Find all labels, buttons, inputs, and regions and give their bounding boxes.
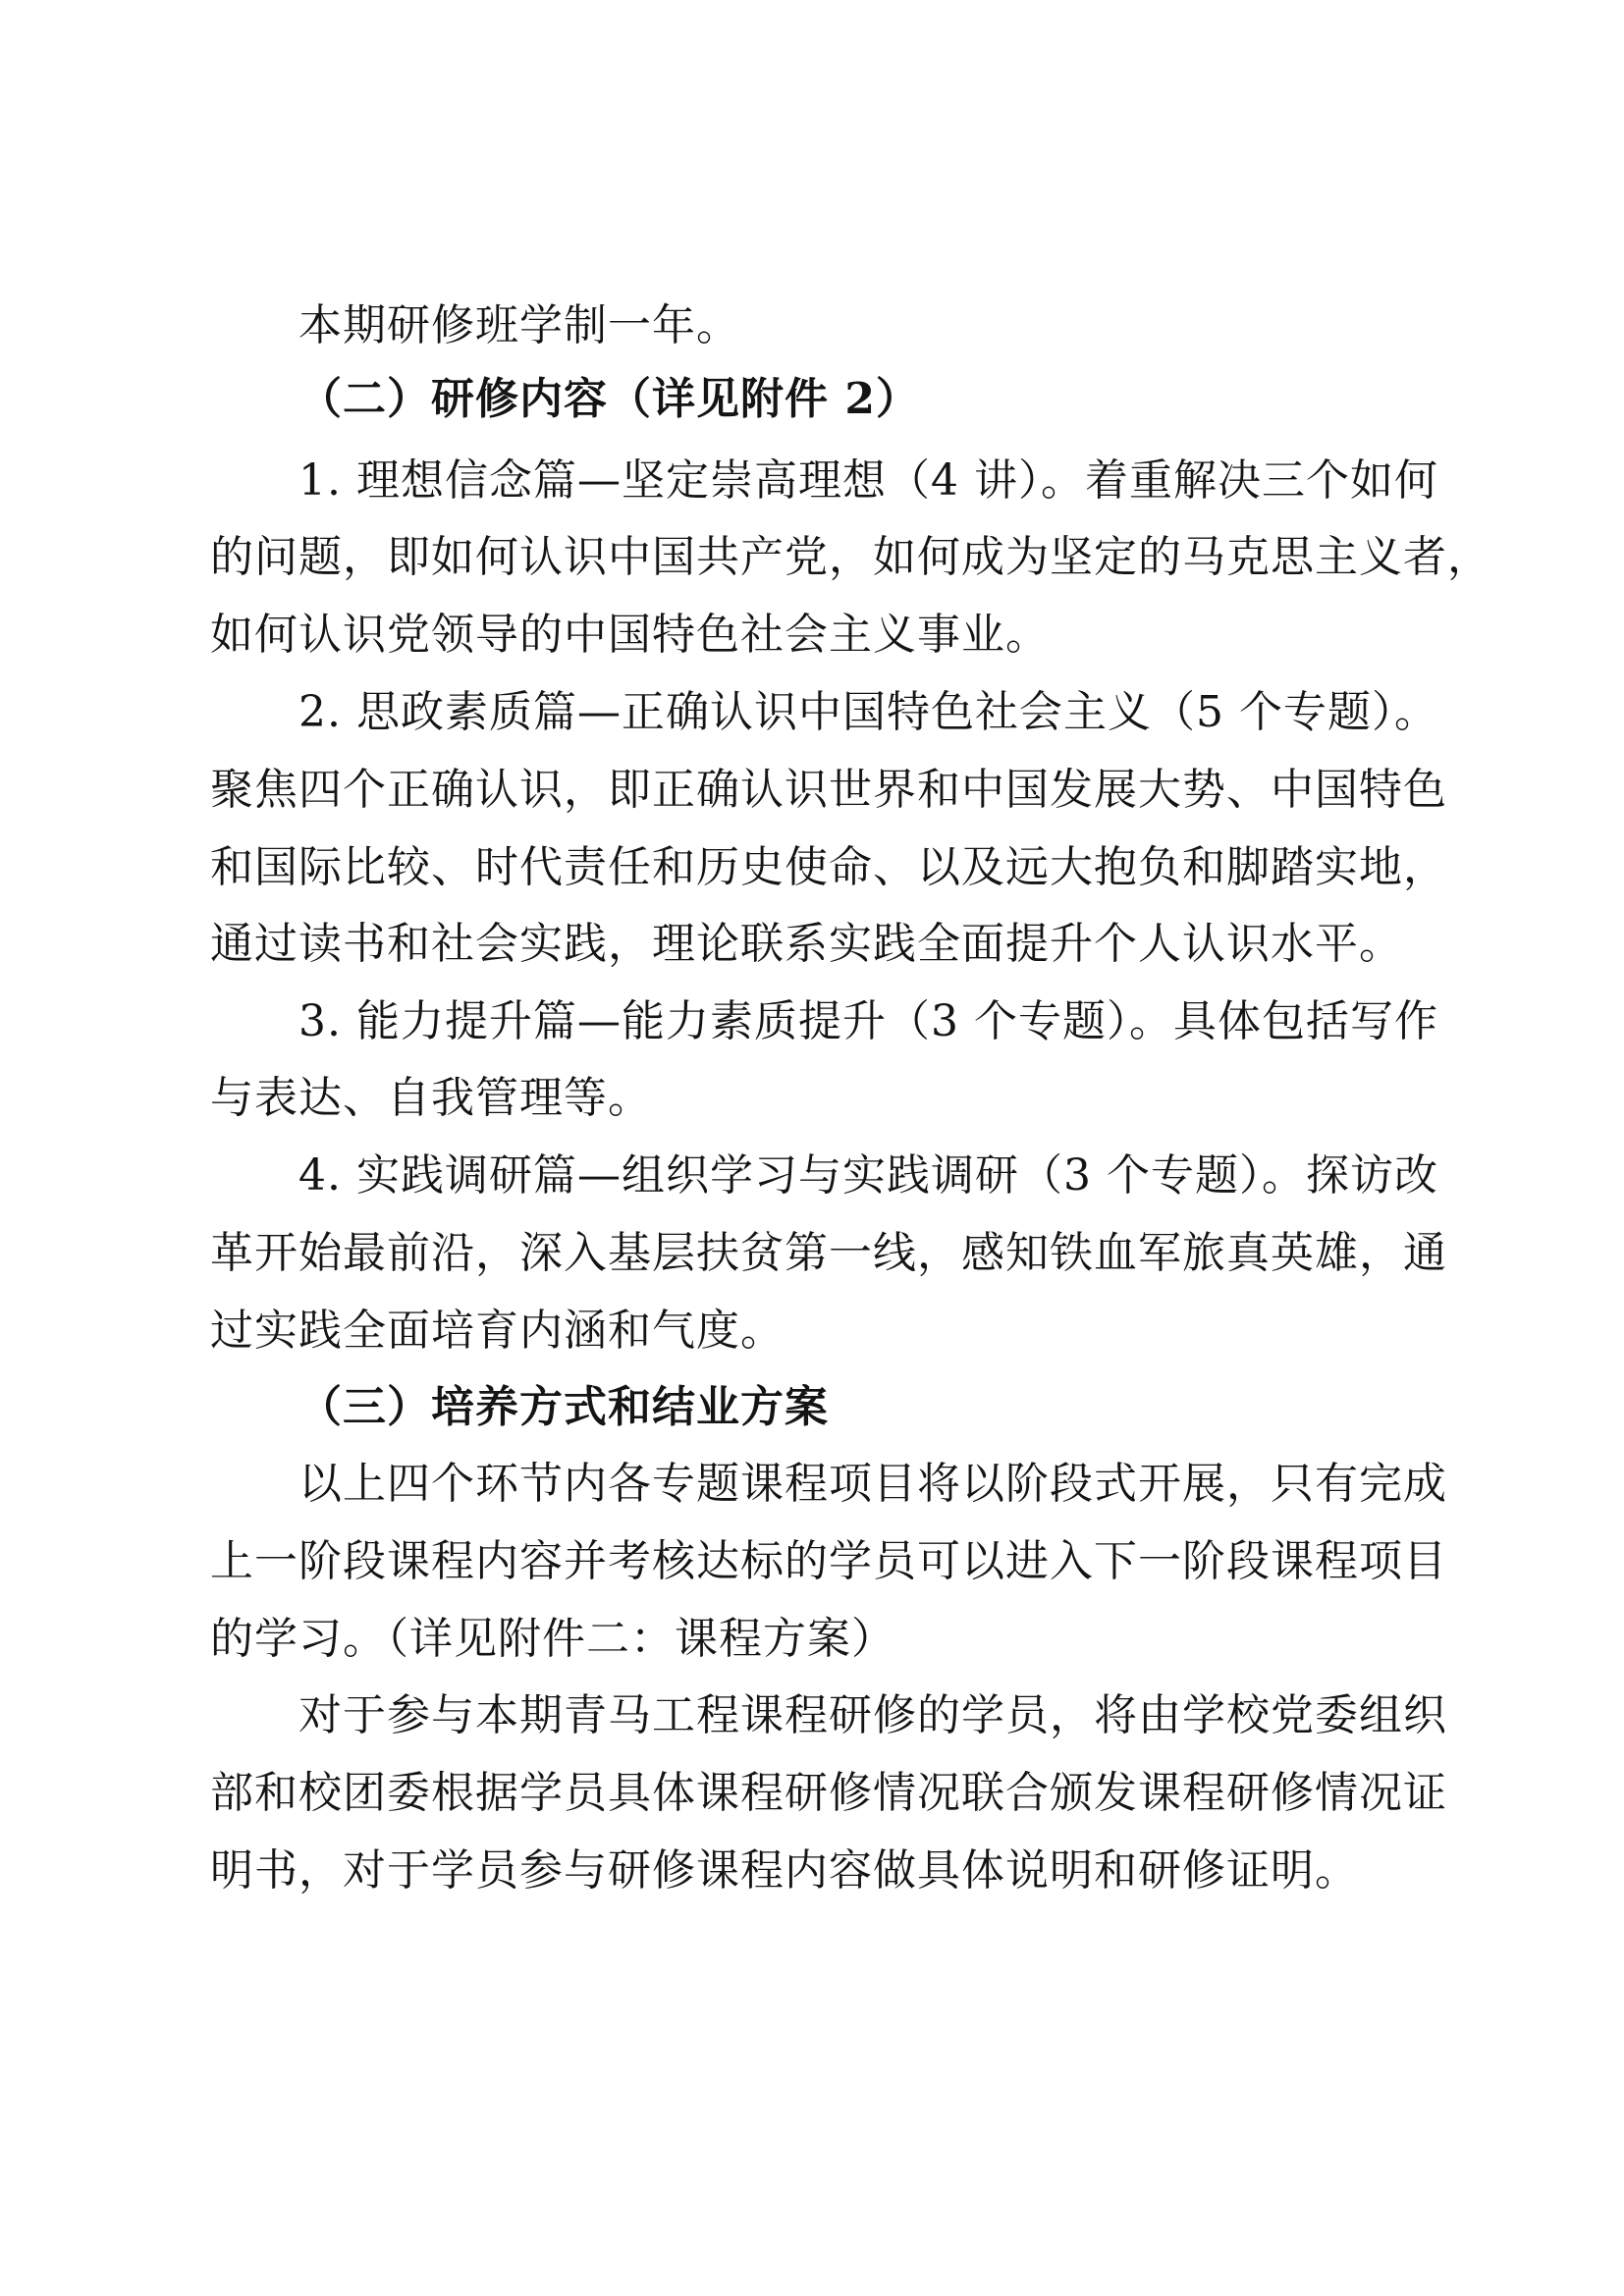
paragraph-line: 部和校团委根据学员具体课程研修情况联合颁发课程研修情况证	[210, 1768, 1447, 1818]
section-heading: （二）研修内容（详见附件 2）	[298, 374, 920, 424]
paragraph-line: 和国际比较、时代责任和历史使命、以及远大抱负和脚踏实地，	[210, 842, 1447, 892]
paragraph-line: 上一阶段课程内容并考核达标的学员可以进入下一阶段课程项目	[210, 1536, 1447, 1586]
paragraph-line: 以上四个环节内各专题课程项目将以阶段式开展，只有完成	[298, 1459, 1447, 1509]
paragraph-line: 聚焦四个正确认识，即正确认识世界和中国发展大势、中国特色	[210, 765, 1447, 815]
paragraph-line: 2. 思政素质篇—正确认识中国特色社会主义（5 个专题）。	[298, 687, 1438, 737]
paragraph-line: 过实践全面培育内涵和气度。	[210, 1306, 785, 1356]
section-heading: （三）培养方式和结业方案	[298, 1382, 829, 1432]
paragraph-line: 与表达、自我管理等。	[210, 1073, 652, 1123]
paragraph-line: 4. 实践调研篇—组织学习与实践调研（3 个专题）。探访改	[298, 1150, 1438, 1201]
paragraph-line: 革开始最前沿，深入基层扶贫第一线，感知铁血军旅真英雄，通	[210, 1228, 1447, 1278]
paragraph-line: 如何认识党领导的中国特色社会主义事业。	[210, 610, 1050, 660]
paragraph-line: 对于参与本期青马工程课程研修的学员，将由学校党委组织	[298, 1690, 1447, 1740]
paragraph-line: 的学习。（详见附件二：课程方案）	[210, 1614, 895, 1664]
paragraph-line: 3. 能力提升篇—能力素质提升（3 个专题）。具体包括写作	[298, 996, 1438, 1046]
paragraph-line: 本期研修班学制一年。	[298, 300, 740, 350]
paragraph-line: 的问题，即如何认识中国共产党，如何成为坚定的马克思主义者，	[210, 532, 1491, 582]
paragraph-line: 1. 理想信念篇—坚定崇高理想（4 讲）。着重解决三个如何	[298, 455, 1438, 506]
paragraph-line: 通过读书和社会实践，理论联系实践全面提升个人认识水平。	[210, 919, 1403, 969]
paragraph-line: 明书，对于学员参与研修课程内容做具体说明和研修证明。	[210, 1845, 1359, 1896]
